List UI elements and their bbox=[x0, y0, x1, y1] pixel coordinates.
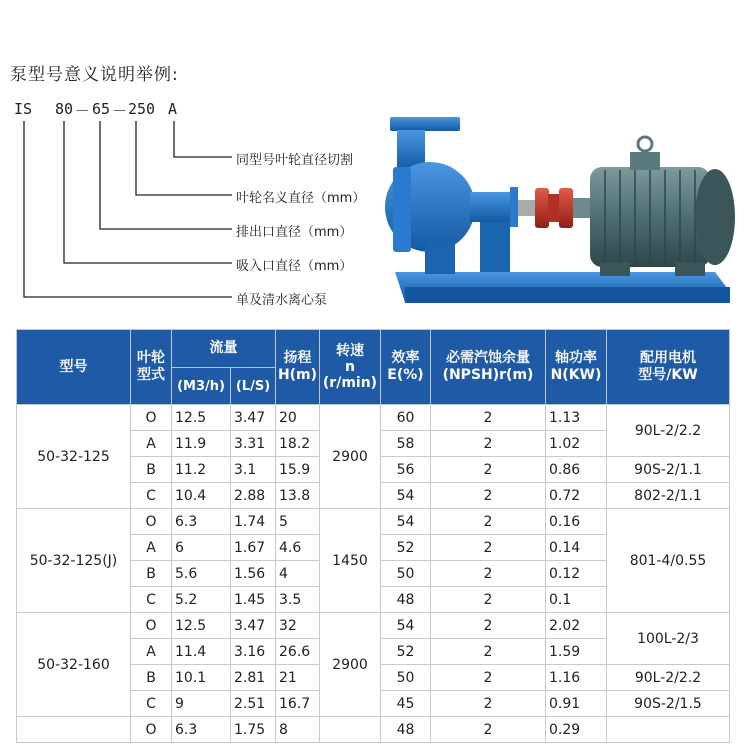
header-npsh: 必需汽蚀余量 (NPSH)r(m) bbox=[431, 330, 546, 405]
cell-q: 11.2 bbox=[172, 457, 231, 483]
table-row bbox=[17, 405, 730, 431]
cell-type: A bbox=[131, 535, 172, 561]
label-impeller-diameter: 叶轮名义直径（mm） bbox=[236, 191, 366, 206]
cell-npsh: 2 bbox=[431, 405, 546, 431]
cell-type: B bbox=[131, 665, 172, 691]
cell-q: 11.4 bbox=[172, 639, 231, 665]
cell-motor: 90L-2/2.2 bbox=[607, 405, 730, 457]
header-shaft-power: 轴功率 N(KW) bbox=[546, 330, 607, 405]
cell-ls: 2.51 bbox=[231, 691, 276, 717]
cell-type: O bbox=[131, 613, 172, 639]
cell-ls: 3.16 bbox=[231, 639, 276, 665]
label-pump-type: 单及清水离心泵 bbox=[236, 293, 328, 308]
cell-p: 0.16 bbox=[546, 509, 607, 535]
cell-type: B bbox=[131, 561, 172, 587]
cell-n: 2900 bbox=[320, 613, 381, 717]
cell-ls: 2.88 bbox=[231, 483, 276, 509]
cell-type: C bbox=[131, 483, 172, 509]
cell-e: 56 bbox=[381, 457, 431, 483]
cell-h: 20 bbox=[276, 405, 320, 431]
header-flow-m3h: (M3/h) bbox=[172, 368, 231, 405]
cell-ls: 3.47 bbox=[231, 405, 276, 431]
header-speed: 转速 n (r/min) bbox=[320, 330, 381, 405]
cell-motor bbox=[607, 717, 730, 743]
cell-npsh: 2 bbox=[431, 717, 546, 743]
cell-npsh: 2 bbox=[431, 691, 546, 717]
header-impeller-type: 叶轮 型式 bbox=[131, 330, 172, 405]
cell-ls: 3.31 bbox=[231, 431, 276, 457]
cell-h: 21 bbox=[276, 665, 320, 691]
cell-e: 54 bbox=[381, 483, 431, 509]
cell-p: 0.1 bbox=[546, 587, 607, 613]
cell-type: B bbox=[131, 457, 172, 483]
cell-h: 8 bbox=[276, 717, 320, 743]
cell-ls: 1.74 bbox=[231, 509, 276, 535]
cell-npsh: 2 bbox=[431, 457, 546, 483]
cell-h: 5 bbox=[276, 509, 320, 535]
cell-model: 50-32-125(J) bbox=[17, 509, 131, 613]
table-row bbox=[17, 717, 730, 743]
cell-h: 4 bbox=[276, 561, 320, 587]
cell-q: 6 bbox=[172, 535, 231, 561]
cell-h: 18.2 bbox=[276, 431, 320, 457]
cell-ls: 3.1 bbox=[231, 457, 276, 483]
code-inlet: 80 bbox=[55, 100, 74, 118]
cell-p: 0.72 bbox=[546, 483, 607, 509]
cell-p: 2.02 bbox=[546, 613, 607, 639]
cell-type: O bbox=[131, 509, 172, 535]
cell-type: C bbox=[131, 691, 172, 717]
cell-npsh: 2 bbox=[431, 639, 546, 665]
header-motor: 配用电机 型号/KW bbox=[607, 330, 730, 405]
cell-ls: 1.75 bbox=[231, 717, 276, 743]
cell-motor: 90L-2/2.2 bbox=[607, 665, 730, 691]
header-model: 型号 bbox=[17, 330, 131, 405]
cell-model bbox=[17, 717, 131, 743]
code-impeller: 250 bbox=[128, 100, 156, 118]
header-flow-ls: (L/S) bbox=[231, 368, 276, 405]
cell-h: 3.5 bbox=[276, 587, 320, 613]
cell-ls: 1.56 bbox=[231, 561, 276, 587]
cell-q: 12.5 bbox=[172, 405, 231, 431]
cell-model: 50-32-125 bbox=[17, 405, 131, 509]
cell-h: 15.9 bbox=[276, 457, 320, 483]
code-cut: A bbox=[168, 100, 178, 118]
header-efficiency: 效率 E(%) bbox=[381, 330, 431, 405]
cell-motor: 801-4/0.55 bbox=[607, 509, 730, 613]
page-title: 泵型号意义说明举例: bbox=[10, 65, 179, 85]
cell-e: 50 bbox=[381, 665, 431, 691]
cell-e: 54 bbox=[381, 509, 431, 535]
cell-npsh: 2 bbox=[431, 613, 546, 639]
cell-p: 0.14 bbox=[546, 535, 607, 561]
cell-q: 9 bbox=[172, 691, 231, 717]
cell-motor: 802-2/1.1 bbox=[607, 483, 730, 509]
table-row bbox=[17, 509, 730, 535]
cell-h: 13.8 bbox=[276, 483, 320, 509]
cell-p: 1.16 bbox=[546, 665, 607, 691]
cell-npsh: 2 bbox=[431, 665, 546, 691]
code-dash-2: － bbox=[112, 102, 128, 120]
cell-motor: 100L-2/3 bbox=[607, 613, 730, 665]
cell-ls: 1.45 bbox=[231, 587, 276, 613]
cell-n: 1450 bbox=[320, 509, 381, 613]
cell-motor: 90S-2/1.5 bbox=[607, 691, 730, 717]
cell-e: 52 bbox=[381, 639, 431, 665]
cell-q: 5.6 bbox=[172, 561, 231, 587]
cell-npsh: 2 bbox=[431, 431, 546, 457]
header-head: 扬程 H(m) bbox=[276, 330, 320, 405]
pump-image bbox=[385, 112, 745, 312]
cell-p: 0.91 bbox=[546, 691, 607, 717]
cell-npsh: 2 bbox=[431, 483, 546, 509]
cell-p: 1.59 bbox=[546, 639, 607, 665]
cell-ls: 3.47 bbox=[231, 613, 276, 639]
cell-q: 5.2 bbox=[172, 587, 231, 613]
cell-q: 12.5 bbox=[172, 613, 231, 639]
cell-npsh: 2 bbox=[431, 535, 546, 561]
cell-q: 6.3 bbox=[172, 717, 231, 743]
cell-npsh: 2 bbox=[431, 561, 546, 587]
cell-npsh: 2 bbox=[431, 509, 546, 535]
cell-type: O bbox=[131, 717, 172, 743]
label-inlet-diameter: 吸入口直径（mm） bbox=[236, 259, 353, 274]
cell-type: A bbox=[131, 431, 172, 457]
spec-table bbox=[16, 329, 730, 743]
cell-n bbox=[320, 717, 381, 743]
cell-type: A bbox=[131, 639, 172, 665]
cell-p: 0.29 bbox=[546, 717, 607, 743]
cell-q: 6.3 bbox=[172, 509, 231, 535]
cell-q: 10.4 bbox=[172, 483, 231, 509]
cell-type: O bbox=[131, 405, 172, 431]
cell-q: 11.9 bbox=[172, 431, 231, 457]
cell-e: 58 bbox=[381, 431, 431, 457]
cell-n: 2900 bbox=[320, 405, 381, 509]
header-flow: 流量 bbox=[172, 330, 276, 368]
label-impeller-cut: 同型号叶轮直径切割 bbox=[236, 153, 354, 168]
cell-ls: 2.81 bbox=[231, 665, 276, 691]
cell-h: 32 bbox=[276, 613, 320, 639]
cell-e: 50 bbox=[381, 561, 431, 587]
table-row bbox=[17, 613, 730, 639]
cell-e: 48 bbox=[381, 717, 431, 743]
cell-p: 0.86 bbox=[546, 457, 607, 483]
cell-e: 52 bbox=[381, 535, 431, 561]
cell-h: 4.6 bbox=[276, 535, 320, 561]
cell-p: 0.12 bbox=[546, 561, 607, 587]
cell-e: 54 bbox=[381, 613, 431, 639]
cell-e: 60 bbox=[381, 405, 431, 431]
cell-e: 45 bbox=[381, 691, 431, 717]
cell-p: 1.13 bbox=[546, 405, 607, 431]
label-outlet-diameter: 排出口直径（mm） bbox=[236, 225, 353, 240]
code-series: IS bbox=[14, 100, 33, 118]
cell-q: 10.1 bbox=[172, 665, 231, 691]
code-outlet: 65 bbox=[92, 100, 111, 118]
cell-npsh: 2 bbox=[431, 587, 546, 613]
cell-motor: 90S-2/1.1 bbox=[607, 457, 730, 483]
code-dash-1: － bbox=[75, 102, 91, 120]
cell-h: 26.6 bbox=[276, 639, 320, 665]
cell-e: 48 bbox=[381, 587, 431, 613]
cell-type: C bbox=[131, 587, 172, 613]
cell-h: 16.7 bbox=[276, 691, 320, 717]
cell-ls: 1.67 bbox=[231, 535, 276, 561]
cell-model: 50-32-160 bbox=[17, 613, 131, 717]
cell-p: 1.02 bbox=[546, 431, 607, 457]
